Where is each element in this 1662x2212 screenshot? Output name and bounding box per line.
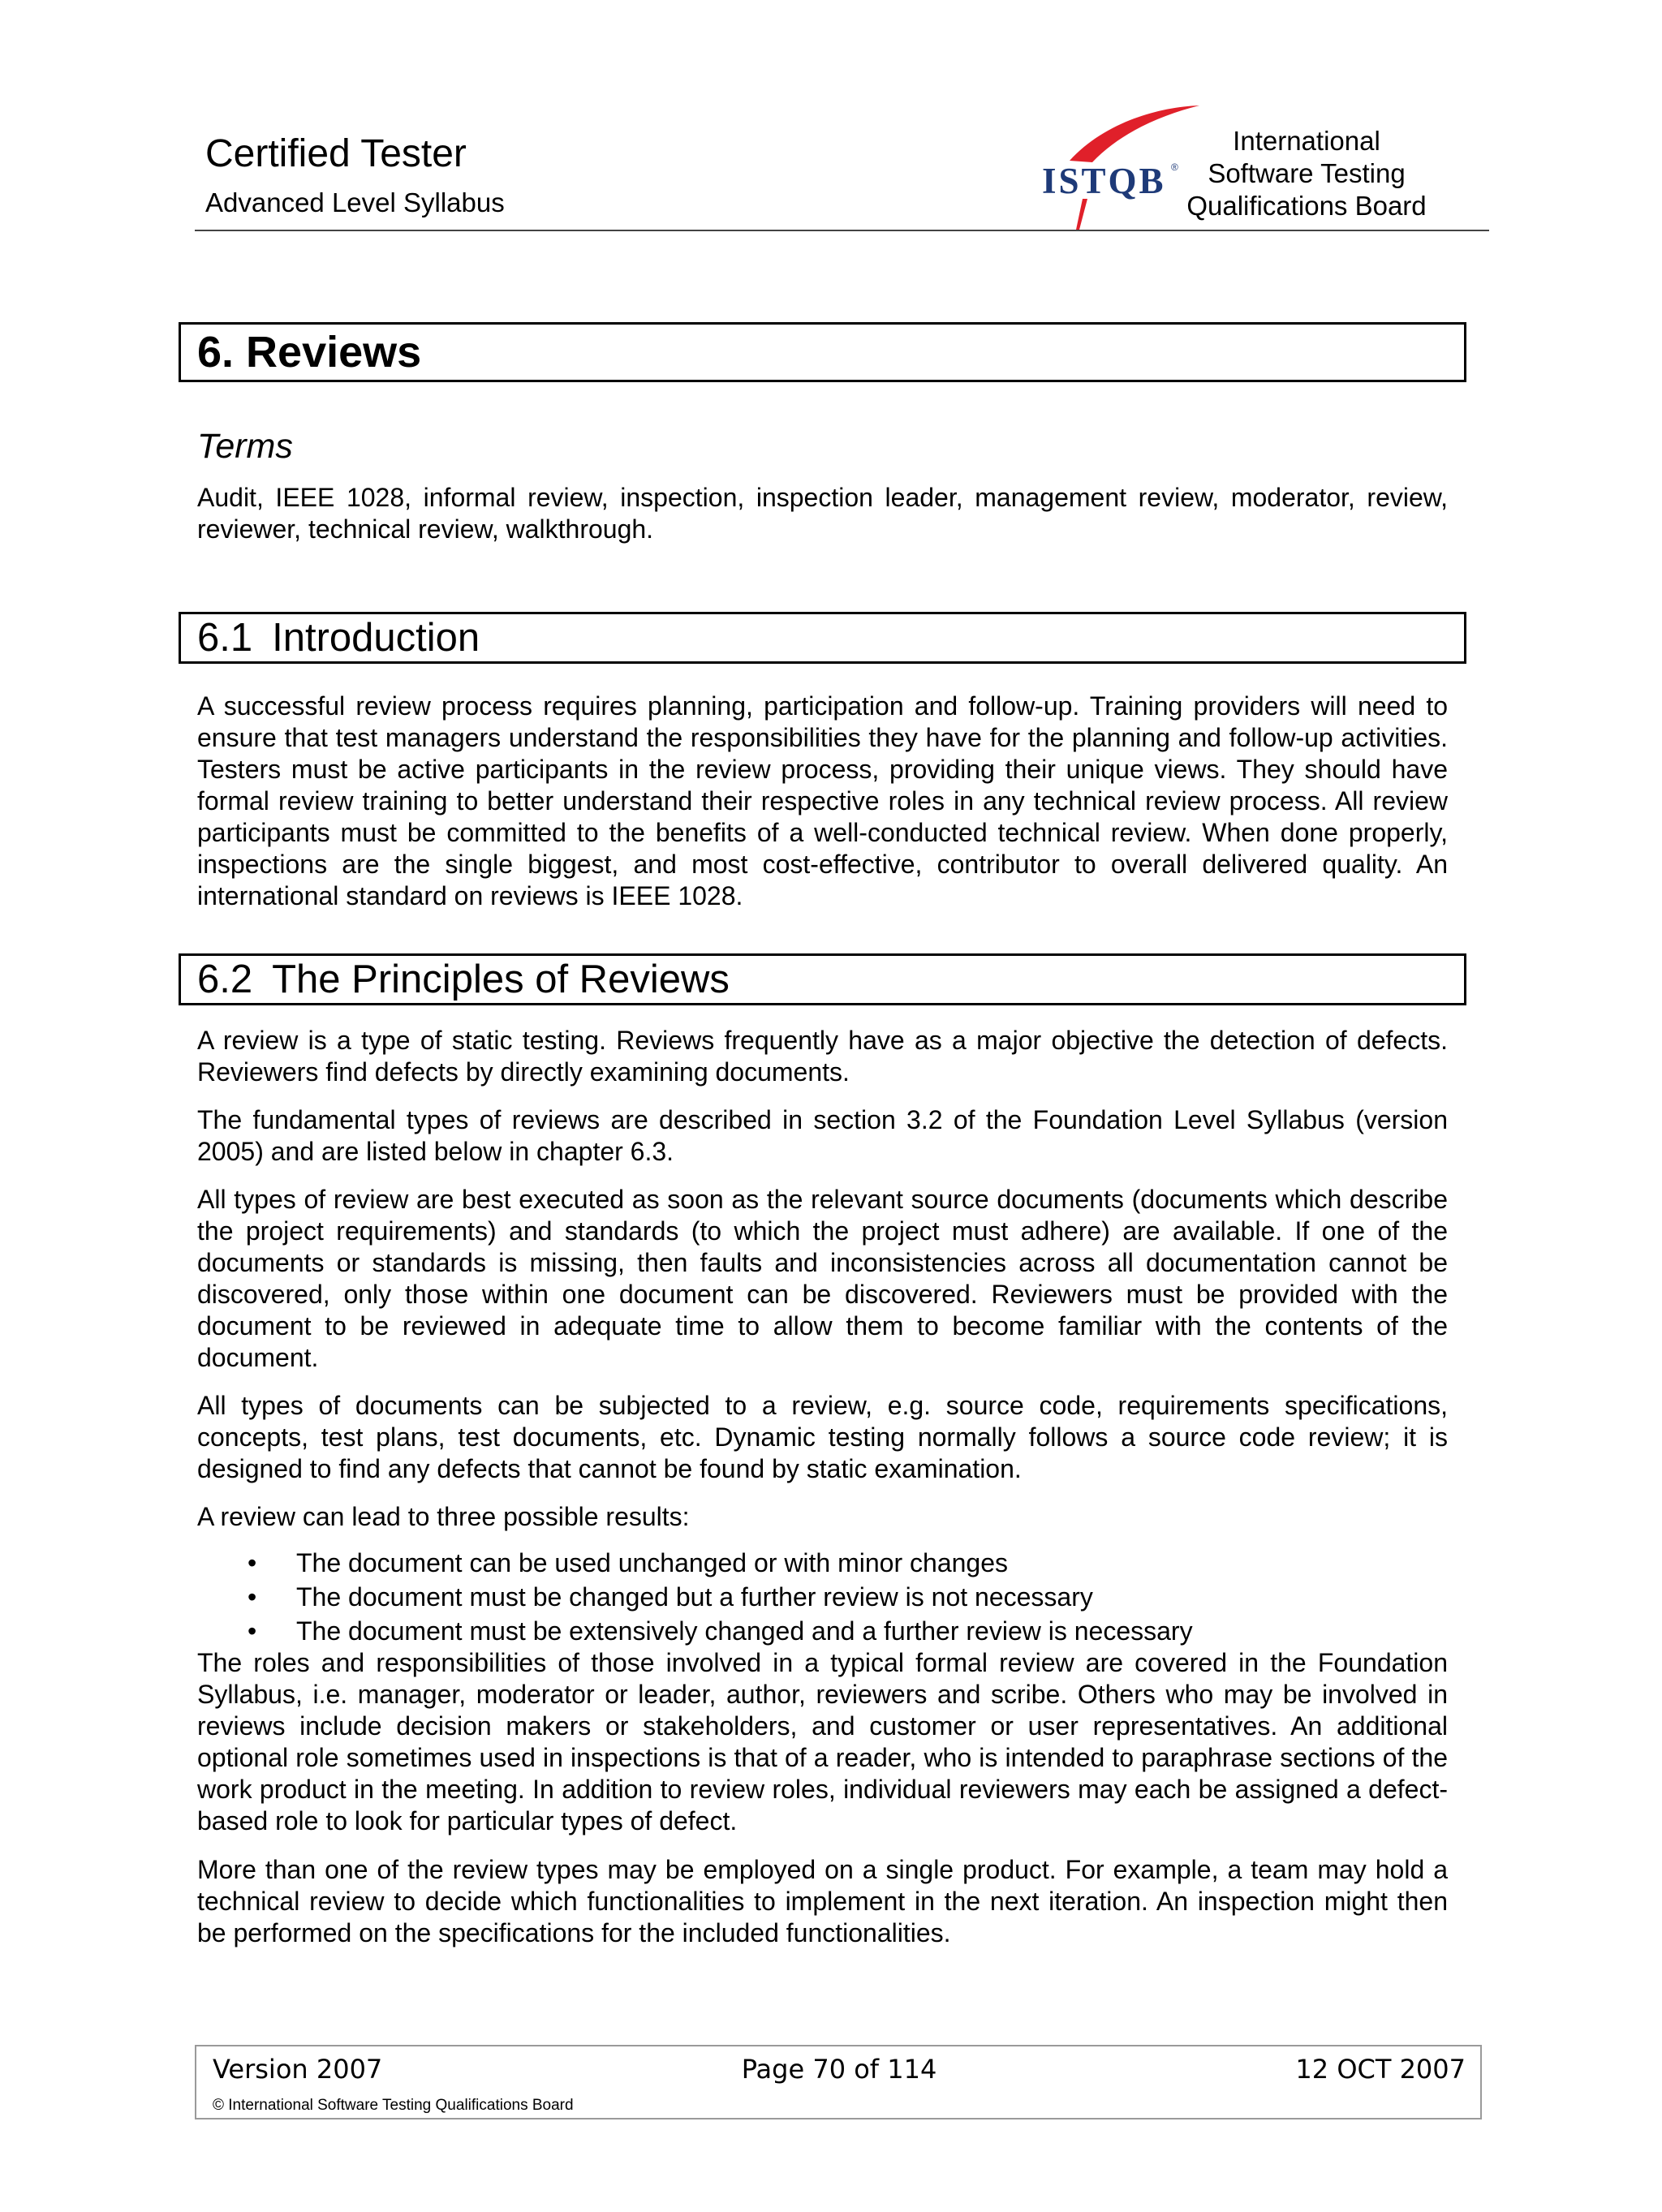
header-title: Certified Tester [205,132,467,175]
paragraph-6-2-1: A review is a type of static testing. Reviews frequently have as a major objective the detection of defects. Reviewers find defects by directly examining documents. [197,1026,1448,1087]
paragraph-6-2-3: All types of review are best executed as soon as the relevant source documents (documents which describe the project requirements) and standards (to which the project must adhere) are available. If one of the documents or standards is missing, then faults and inconsistencies across all documentation cannot be discovered, only those within one document can be discovered. Reviewers must be provided with the document to be reviewed in adequate time to allow them to become familiar with the contents of the document. [197,1185,1448,1372]
section-number: 6.2 [197,958,253,1001]
footer-row [213,2053,1466,2085]
page-footer [195,2045,1482,2119]
bullet-icon: • [248,1548,257,1577]
bullet-icon: • [248,1582,257,1612]
paragraph-6-2-7: More than one of the review types may be employed on a single product. For example, a team may hold a technical review to decide which functionalities to implement in the next iteration. An inspection might then be performed on the specifications for the included functionalities. [197,1855,1448,1947]
section-title: The Principles of Reviews [272,958,730,1001]
footer-copyright: © International Software Testing Qualifications Board [213,2097,574,2114]
section-heading-6-1 [179,612,1466,664]
terms-heading: Terms [197,427,293,466]
logo-stem [1076,199,1087,230]
section-title: Introduction [272,616,480,660]
header-rule [195,230,1489,231]
chapter-heading [179,322,1466,382]
org-line-1: International [1233,126,1380,156]
bullet-icon: • [248,1616,257,1646]
paragraph-6-2-6: The roles and responsibilities of those involved in a typical formal review are covered in the Foundation Syllabus, i.e. manager, moderator or leader, author, reviewers and scribe. Others who may be involved in reviews include decision makers or stakeholders, and customer or user representatives. An additional optional role sometimes used in inspections is that of a reader, who is intended to paraphrase sections of the work product in the meeting. In addition to review roles, individual reviewers may each be assigned a defect-based role to look for particular types of defect. [197,1648,1448,1835]
footer-page-number: Page 70 of 114 [741,2054,937,2085]
org-line-3: Qualifications Board [1186,191,1427,221]
paragraph-6-2-5: A review can lead to three possible results: [197,1502,690,1531]
header-organization [1169,125,1445,222]
org-line-2: Software Testing [1208,158,1406,188]
section-number: 6.1 [197,616,253,660]
footer-date: 12 OCT 2007 [1295,2054,1466,2085]
section-heading-6-2 [179,953,1466,1005]
list-item: • The document must be changed but a further review is not necessary [197,1580,1448,1614]
review-results-list [197,1546,1448,1648]
footer-version: Version 2007 [213,2054,383,2085]
paragraph-6-2-4: All types of documents can be subjected to a review, e.g. source code, requirements specifications, concepts, test plans, test documents, etc. Dynamic testing normally follows a source code review; it is designed to find any defects that cannot be found by static examination. [197,1391,1448,1483]
terms-text: Audit, IEEE 1028, informal review, inspection, inspection leader, management review, moderator, review, reviewer, technical review, walkthrough. [197,483,1448,544]
chapter-title: 6. Reviews [197,328,422,377]
paragraph-6-2-2: The fundamental types of reviews are described in section 3.2 of the Foundation Level Syllabus (version 2005) and are listed below in chapter 6.3. [197,1105,1448,1166]
logo-text: ISTQB [1042,161,1166,201]
list-item: • The document must be extensively changed and a further review is necessary [197,1614,1448,1648]
logo-registered-mark: ® [1171,161,1178,173]
header-subtitle: Advanced Level Syllabus [205,187,505,217]
paragraph-6-1-1: A successful review process requires planning, participation and follow-up. Training providers will need to ensure that test managers understand the responsibilities they have for the planning and follow-up activities. Testers must be active participants in the review process, providing their unique views. They should have formal review training to better understand their respective roles in any technical review process. All review participants must be committed to the benefits of a well-conducted technical review. When done properly, inspections are the single biggest, and most cost-effective, contributor to overall delivered quality. An international standard on reviews is IEEE 1028. [197,691,1448,910]
list-item: • The document can be used unchanged or with minor changes [197,1546,1448,1580]
